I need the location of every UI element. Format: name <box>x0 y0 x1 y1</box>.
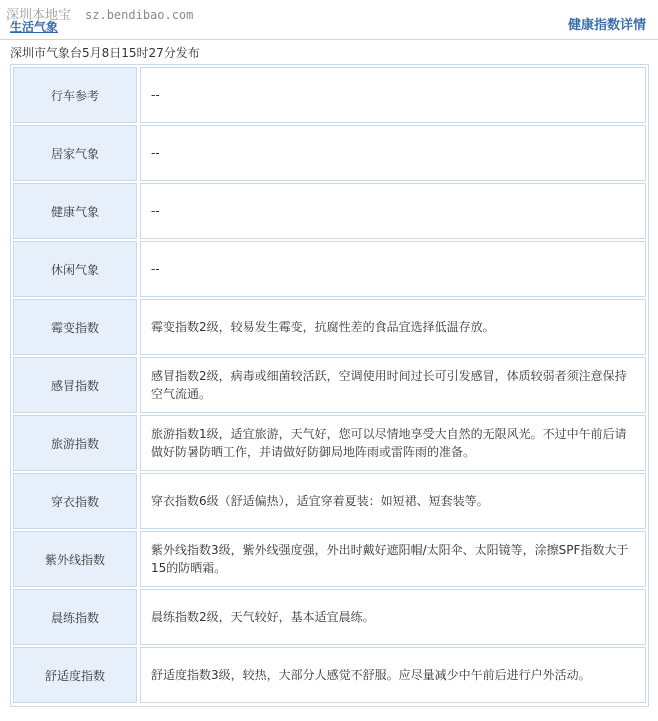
table-row <box>11 123 648 181</box>
table-row <box>11 529 648 587</box>
watermark-url: sz.bendibao.com <box>85 8 194 22</box>
row-value: 旅游指数1级，适宜旅游，天气好，您可以尽情地享受大自然的无限风光。不过中午前后请做好防暑防晒工作，并请做好防御局地阵雨或雷阵雨的准备。 <box>140 415 646 471</box>
row-value: 紫外线指数3级，紫外线强度强，外出时戴好遮阳帽/太阳伞、太阳镜等，涂擦SPF指数大于15的防晒霜。 <box>140 531 646 587</box>
row-label: 紫外线指数 <box>13 531 137 587</box>
publish-info: 深圳市气象台5月8日15时27分发布 <box>10 46 200 60</box>
table-row <box>11 65 648 123</box>
row-value: 晨练指数2级，天气较好，基本适宜晨练。 <box>140 589 646 645</box>
table-row <box>11 355 648 413</box>
row-label: 感冒指数 <box>13 357 137 413</box>
section-title: 生活气象 <box>10 20 59 34</box>
table-row <box>11 645 648 703</box>
table-row <box>11 239 648 297</box>
row-value: -- <box>140 125 646 181</box>
weather-index-table <box>10 64 649 707</box>
row-value: 舒适度指数3级，较热，大部分人感觉不舒服。应尽量减少中午前后进行户外活动。 <box>140 647 646 703</box>
row-label: 舒适度指数 <box>13 647 137 703</box>
table-row <box>11 181 648 239</box>
row-label: 居家气象 <box>13 125 137 181</box>
row-label: 穿衣指数 <box>13 473 137 529</box>
row-label: 健康气象 <box>13 183 137 239</box>
table-row <box>11 297 648 355</box>
row-label: 休闲气象 <box>13 241 137 297</box>
row-value: 感冒指数2级，病毒或细菌较活跃，空调使用时间过长可引发感冒，体质较弱者须注意保持空气流通。 <box>140 357 646 413</box>
row-label: 行车参考 <box>13 67 137 123</box>
row-label: 霉变指数 <box>13 299 137 355</box>
watermark-name: 深圳本地宝 <box>6 8 72 23</box>
row-label: 晨练指数 <box>13 589 137 645</box>
row-label: 旅游指数 <box>13 415 137 471</box>
health-index-details-link[interactable]: 健康指数详情 <box>567 18 646 33</box>
table-row <box>11 587 648 645</box>
row-value: 穿衣指数6级（舒适偏热），适宜穿着夏装：如短裙、短套装等。 <box>140 473 646 529</box>
row-value: -- <box>140 183 646 239</box>
row-value: -- <box>140 241 646 297</box>
table-row <box>11 413 648 471</box>
table-row <box>11 471 648 529</box>
page-header <box>0 0 658 40</box>
row-value: 霉变指数2级，较易发生霉变，抗腐性差的食品宜选择低温存放。 <box>140 299 646 355</box>
row-value: -- <box>140 67 646 123</box>
